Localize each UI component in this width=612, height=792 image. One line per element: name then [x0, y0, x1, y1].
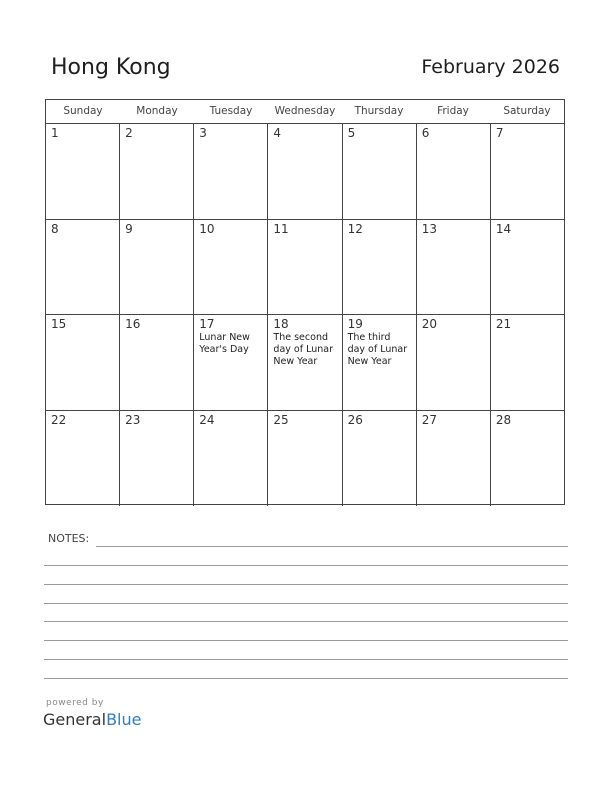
day-number: 28 [495, 412, 512, 427]
day-number: 7 [495, 126, 504, 140]
day-cell [343, 220, 417, 315]
day-cell [46, 315, 120, 410]
day-number: 8 [51, 221, 59, 236]
week-row-1 [46, 124, 564, 220]
day-cell [491, 220, 564, 315]
weekday-sunday: Sunday [63, 105, 103, 117]
day-number: 16 [125, 317, 141, 331]
day-number: 18 [273, 317, 289, 331]
week-row-2 [46, 220, 564, 316]
note-line [44, 584, 568, 585]
brand-name-blue: Blue [106, 710, 142, 729]
day-number: 14 [495, 221, 512, 236]
weekday-header-row [46, 100, 564, 124]
brand-logo [43, 710, 141, 729]
holiday-label: Lunar New Year's Day [199, 332, 250, 355]
day-cell [194, 220, 268, 315]
note-line [44, 678, 568, 679]
day-cell [491, 411, 564, 507]
day-number: 21 [495, 317, 512, 331]
day-number: 25 [273, 412, 289, 427]
day-cell [46, 411, 120, 507]
day-cell [120, 315, 194, 410]
day-cell [120, 220, 194, 315]
day-number: 22 [51, 412, 67, 427]
note-line [44, 565, 568, 566]
day-cell [120, 411, 194, 507]
weekday-friday: Friday [437, 105, 469, 117]
day-cell [120, 124, 194, 219]
day-number: 26 [347, 412, 363, 427]
brand-name-general: General [43, 710, 107, 729]
notes-label: NOTES: [48, 532, 90, 545]
day-number: 17 [199, 317, 215, 331]
day-number: 2 [125, 126, 133, 140]
week-row-3 [46, 315, 564, 411]
day-cell [343, 411, 417, 507]
weekday-wednesday: Wednesday [274, 105, 336, 117]
day-cell [194, 124, 268, 219]
weekday-tuesday: Tuesday [209, 105, 253, 117]
day-number: 15 [51, 317, 67, 331]
day-cell [417, 315, 491, 410]
day-number: 12 [347, 221, 363, 236]
day-number: 23 [125, 412, 141, 427]
note-line [96, 546, 568, 547]
day-number: 5 [347, 126, 356, 140]
day-cell [417, 411, 491, 507]
day-cell [46, 124, 120, 219]
week-row-4 [46, 411, 564, 507]
day-number: 11 [273, 221, 289, 236]
day-cell-holiday [343, 315, 417, 410]
page-title: Hong Kong [51, 55, 171, 80]
holiday-label: The second day of Lunar New Year [273, 332, 333, 367]
note-line [44, 640, 568, 641]
day-number: 13 [421, 221, 437, 236]
day-number: 10 [199, 221, 215, 236]
day-number: 9 [125, 221, 133, 236]
calendar-grid [45, 99, 565, 505]
holiday-label: The third day of Lunar New Year [347, 332, 408, 367]
note-line [44, 621, 568, 622]
day-cell [491, 124, 564, 219]
weekday-monday: Monday [136, 105, 178, 117]
day-cell [268, 220, 342, 315]
day-cell [343, 124, 417, 219]
day-cell [268, 124, 342, 219]
day-number: 6 [421, 126, 430, 140]
day-number: 3 [199, 126, 207, 140]
day-number: 19 [347, 317, 363, 331]
day-cell [417, 124, 491, 219]
day-cell-holiday [268, 315, 342, 410]
note-line [44, 603, 568, 604]
weekday-saturday: Saturday [503, 105, 551, 117]
powered-by-text: powered by [46, 698, 104, 708]
day-number: 1 [51, 126, 59, 140]
day-cell [194, 411, 268, 507]
note-line [44, 659, 568, 660]
day-cell [268, 411, 342, 507]
day-cell [46, 220, 120, 315]
day-cell-holiday [194, 315, 268, 410]
day-cell [491, 315, 564, 410]
month-year-title: February 2026 [421, 56, 560, 78]
day-number: 24 [199, 412, 215, 427]
day-number: 20 [421, 317, 437, 331]
day-cell [417, 220, 491, 315]
weekday-thursday: Thursday [354, 105, 404, 117]
day-number: 27 [421, 412, 437, 427]
day-number: 4 [273, 126, 282, 140]
